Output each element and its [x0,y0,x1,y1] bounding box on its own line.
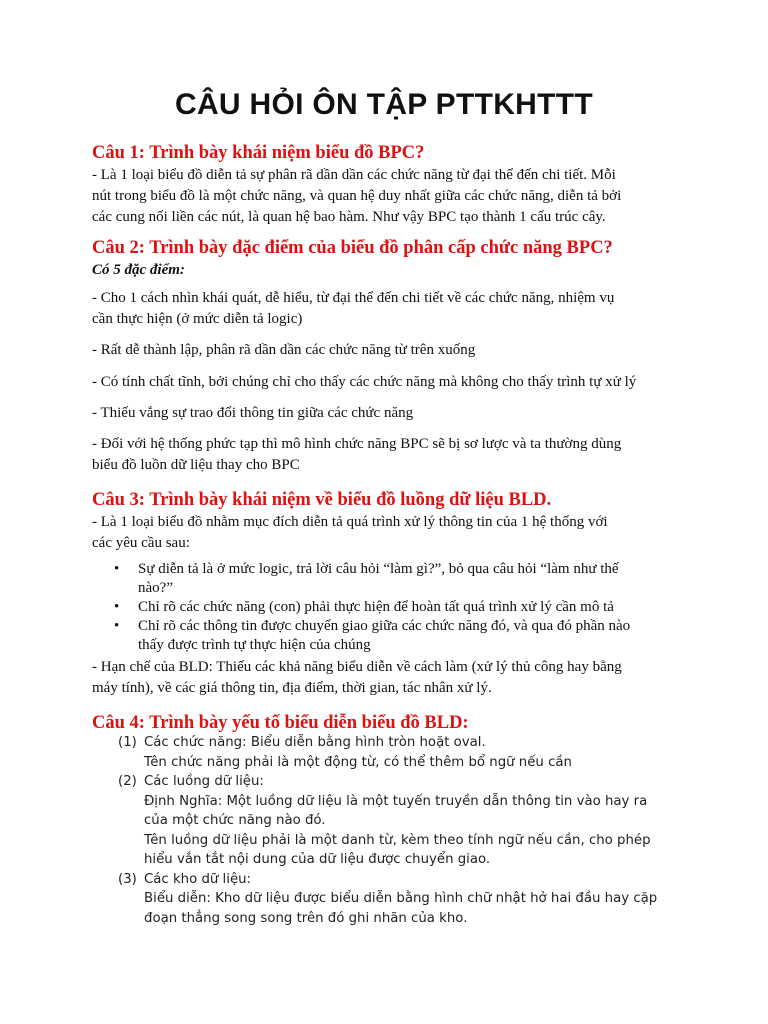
question-1-line: các cung nối liền các nút, là quan hệ bao hàm. Như vậy BPC tạo thành 1 cấu trúc cây. [92,209,606,225]
numbered-item-1: (1) Các chức năng: Biểu diễn bằng hình tròn hoặt oval. Tên chức năng phải là một động từ, có thể thêm bổ ngữ nếu cần [118,735,572,770]
question-2-subheading: Có 5 đặc điểm: [92,262,185,278]
paragraph-line: các yêu cầu sau: [92,535,190,551]
paragraph-line: - Thiếu vắng sự trao đổi thông tin giữa các chức năng [92,405,414,421]
bullet-list [92,560,692,655]
question-3-bullets [92,560,692,655]
question-3-heading: Câu 3: Trình bày khái niệm về biểu đồ luồng dữ liệu BLD. [92,490,552,510]
question-1 [92,141,692,228]
list-item: • Chỉ rõ các thông tin được chuyển giao giữa các chức năng đó, và qua đó phần nào thấy được trình tự thực hiện của chúng [92,617,692,655]
question-4-heading: Câu 4: Trình bày yếu tố biểu diễn biểu đồ BLD: [92,713,469,733]
question-2-heading: Câu 2: Trình bày đặc điểm của biểu đồ phân cấp chức năng BPC? [92,238,613,258]
question-1-line: - Là 1 loại biểu đồ diễn tả sự phân rã dần dần các chức năng từ đại thể đến chi tiết. Mỗi [92,167,616,183]
question-4-items [118,733,698,928]
question-2-point-4 [92,403,692,424]
question-2-point-3 [92,372,692,393]
question-1-line: nút trong biểu đồ là một chức năng, và quan hệ duy nhất giữa các chức năng, diễn tả bởi [92,188,622,204]
paragraph-line: máy tính), về các giá thông tin, địa điểm, thời gian, tác nhân xử lý. [92,680,492,696]
numbered-item-2: (2) Các luồng dữ liệu: Định Nghĩa: Một luồng dữ liệu là một tuyến truyền dẫn thông tin vào hay ra của một chức năng nào đó. Tên luồng dữ liệu phải là một danh từ, kèm theo tính ngữ nếu cần, cho phép hiểu vắn tắt nội dung của dữ liệu được chuyển giao. [118,774,651,867]
question-4 [92,711,692,735]
paragraph-line: - Hạn chế của BLD: Thiếu các khả năng biểu diễn về cách làm (xử lý thủ công hay bằng [92,659,622,675]
question-3 [92,488,692,554]
question-3-limitation [92,657,692,699]
question-2-point-5 [92,434,692,476]
question-2-point-1 [92,288,692,330]
question-1-heading: Câu 1: Trình bày khái niệm biểu đồ BPC? [92,143,425,163]
list-item: • Sự diễn tả là ở mức logic, trả lời câu hỏi “làm gì?”, bỏ qua câu hỏi “làm như thế nào?” [92,560,692,598]
paragraph-line: - Đối với hệ thống phức tạp thì mô hình chức năng BPC sẽ bị sơ lược và ta thường dùng [92,436,622,452]
numbered-item-3: (3) Các kho dữ liệu: Biểu diễn: Kho dữ liệu được biểu diễn bằng hình chữ nhật hở hai đầu hay cặp đoạn thẳng song song trên đó ghi nhãn của kho. [118,871,658,926]
paragraph-line: cần thực hiện (ở mức diễn tả logic) [92,311,303,327]
question-2 [92,236,692,281]
paragraph-line: - Rất dễ thành lập, phân rã dần dần các chức năng từ trên xuống [92,342,476,358]
paragraph-line: - Là 1 loại biểu đồ nhằm mục đích diễn tả quá trình xử lý thông tin của 1 hệ thống với [92,514,608,530]
question-2-point-2 [92,340,692,361]
paragraph-line: biểu đồ luồn dữ liệu thay cho BPC [92,457,300,473]
paragraph-line: - Cho 1 cách nhìn khái quát, dễ hiểu, từ đại thể đến chi tiết về các chức năng, nhiệm vụ [92,290,615,306]
page-title: CÂU HỎI ÔN TẬP PTTKHTTT [175,88,593,121]
paragraph-line: - Có tính chất tĩnh, bởi chúng chỉ cho thấy các chức năng mà không cho thấy trình tự xử lý [92,374,637,390]
list-item: • Chỉ rõ các chức năng (con) phải thực hiện để hoàn tất quá trình xử lý cần mô tả [92,598,692,617]
